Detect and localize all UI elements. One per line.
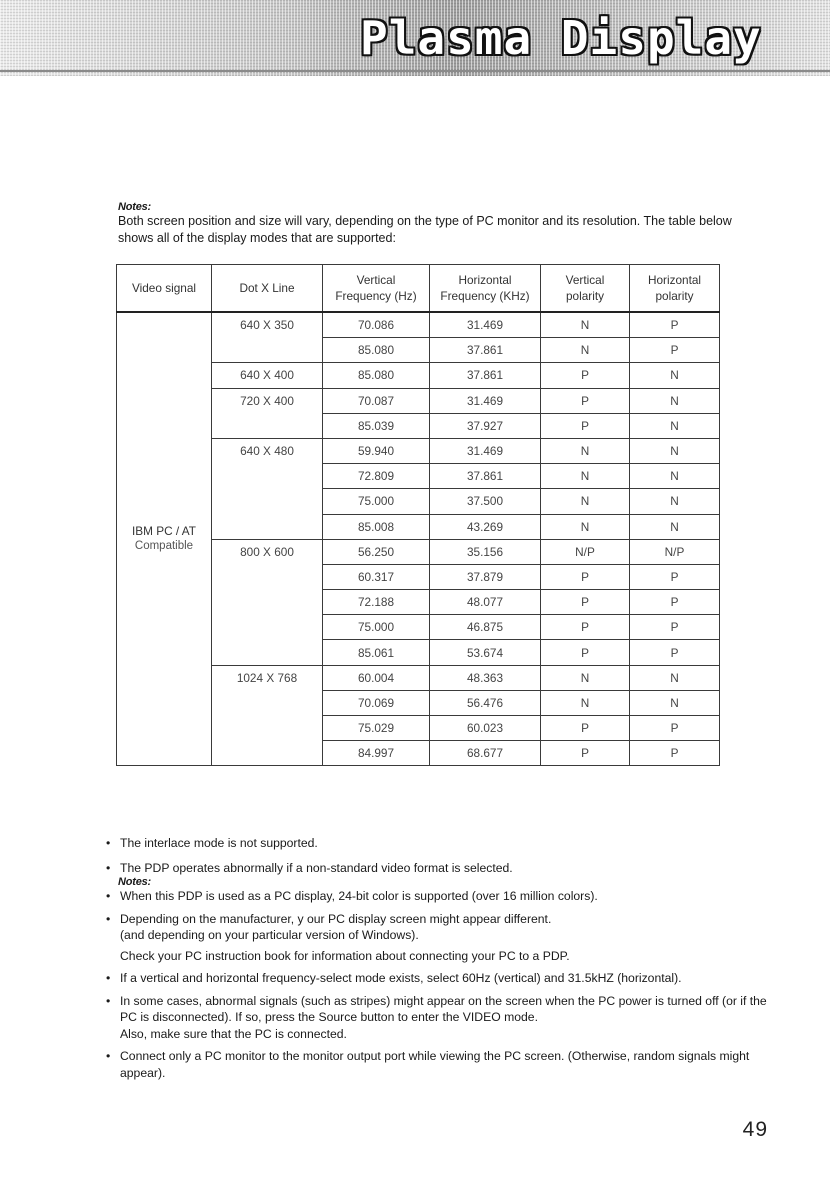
list-item-text: In some cases, abnormal signals (such as stripes) might appear on the screen when the PC power is turned off (or if the PC is disconnected). If so, press the Source button to enter the VIDEO mode. [120,993,767,1024]
list-item: • The interlace mode is not supported. [106,836,318,850]
support-notes-list [106,835,786,876]
list-item-text: When this PDP is used as a PC display, 24-bit color is supported (over 16 million colors). [120,889,598,903]
horizontal-polarity-cell: N [630,489,720,514]
vertical-frequency-cell: 85.008 [323,514,430,539]
vertical-polarity-cell: P [541,640,630,665]
vertical-frequency-cell: 59.940 [323,438,430,463]
horizontal-polarity-cell: N/P [630,539,720,564]
header-vertical-polarity [541,265,630,313]
vertical-polarity-cell: P [541,564,630,589]
list-item-text: Also, make sure that the PC is connected. [120,1026,347,1041]
horizontal-polarity-cell: N [630,665,720,690]
resolution-cell [212,464,323,489]
horizontal-polarity-cell: P [630,338,720,363]
vertical-polarity-cell: N [541,438,630,463]
resolution-cell [212,640,323,665]
video-signal-line1: IBM PC / AT [131,524,197,539]
horizontal-frequency-cell: 35.156 [430,539,541,564]
resolution-cell: 640 X 400 [212,363,323,388]
horizontal-polarity-cell: P [630,716,720,741]
horizontal-frequency-cell: 56.476 [430,690,541,715]
pc-notes-list [106,888,786,1081]
page-title: Plasma Display [360,11,762,65]
horizontal-polarity-cell: N [630,413,720,438]
horizontal-polarity-cell: P [630,590,720,615]
vertical-polarity-cell: P [541,590,630,615]
header-video-signal: Video signal [117,265,212,313]
vertical-frequency-cell: 75.000 [323,489,430,514]
header-text: Horizontal [458,273,512,287]
vertical-polarity-cell: N [541,489,630,514]
header-text: polarity [565,289,605,303]
horizontal-frequency-cell: 48.363 [430,665,541,690]
header-text: Vertical [565,273,605,287]
vertical-frequency-cell: 75.029 [323,716,430,741]
list-item: • In some cases, abnormal signals (such as stripes) might appear on the screen when the PC power is turned off (or if the PC is disconnected). If so, press the Source button to enter the VIDEO mode. Also, make sure that the PC is connected. [106,993,786,1043]
header-vertical-frequency [323,265,430,313]
vertical-polarity-cell: N [541,312,630,338]
resolution-cell [212,338,323,363]
resolution-cell [212,716,323,741]
list-item-text: Connect only a PC monitor to the monitor output port while viewing the PC screen. (Otherwise, random signals might appear). [120,1049,750,1080]
table-body [117,312,720,766]
vertical-frequency-cell: 72.809 [323,464,430,489]
horizontal-polarity-cell: N [630,514,720,539]
resolution-cell [212,564,323,589]
video-signal-line2: Compatible [134,540,194,553]
vertical-frequency-cell: 72.188 [323,590,430,615]
vertical-frequency-cell: 85.061 [323,640,430,665]
header-text: polarity [655,289,694,303]
vertical-frequency-cell: 84.997 [323,741,430,766]
resolution-cell [212,489,323,514]
horizontal-frequency-cell: 31.469 [430,388,541,413]
vertical-frequency-cell: 60.004 [323,665,430,690]
vertical-frequency-cell: 75.000 [323,615,430,640]
horizontal-polarity-cell: P [630,640,720,665]
video-signal-cell [117,312,212,766]
vertical-frequency-cell: 70.069 [323,690,430,715]
horizontal-frequency-cell: 37.879 [430,564,541,589]
vertical-polarity-cell: N [541,464,630,489]
header-text: Frequency (Hz) [335,289,417,303]
horizontal-frequency-cell: 68.677 [430,741,541,766]
vertical-polarity-cell: P [541,741,630,766]
header-horizontal-polarity [630,265,720,313]
list-item-text: If a vertical and horizontal frequency-select mode exists, select 60Hz (vertical) and 31.5kHZ (horizontal). [120,971,682,985]
horizontal-polarity-cell: N [630,438,720,463]
horizontal-polarity-cell: P [630,312,720,338]
horizontal-frequency-cell: 37.861 [430,464,541,489]
vertical-polarity-cell: P [541,413,630,438]
list-item-text: Depending on the manufacturer, y our PC display screen might appear different. [120,911,552,926]
vertical-polarity-cell: P [541,615,630,640]
resolution-cell [212,413,323,438]
list-item-text: (and depending on your particular version of Windows). [120,928,419,942]
horizontal-polarity-cell: N [630,690,720,715]
resolution-cell [212,615,323,640]
table-header-row [117,265,720,313]
horizontal-frequency-cell: 48.077 [430,590,541,615]
resolution-cell [212,590,323,615]
header-banner [0,0,830,76]
vertical-frequency-cell: 70.087 [323,388,430,413]
horizontal-polarity-cell: P [630,741,720,766]
list-item-text: The interlace mode is not supported. [120,836,318,850]
header-horizontal-frequency [430,265,541,313]
table-row [117,312,720,338]
resolution-cell: 640 X 350 [212,312,323,338]
list-item: • Depending on the manufacturer, y our PC display screen might appear different. (and depending on your particular version of Windows). Check your PC instruction book for information about connecting your PC to a PDP. [106,911,786,965]
notes-heading: Notes: [118,201,152,213]
display-modes-table [116,264,720,766]
horizontal-frequency-cell: 43.269 [430,514,541,539]
header-text: Horizontal [647,273,702,287]
vertical-polarity-cell: P [541,716,630,741]
vertical-frequency-cell: 85.080 [323,338,430,363]
vertical-frequency-cell: 70.086 [323,312,430,338]
list-item: • Connect only a PC monitor to the monitor output port while viewing the PC screen. (Otherwise, random signals might appear). [106,1049,750,1080]
list-item-text: The PDP operates abnormally if a non-standard video format is selected. [120,860,513,875]
horizontal-frequency-cell: 37.861 [430,338,541,363]
horizontal-frequency-cell: 37.927 [430,413,541,438]
horizontal-frequency-cell: 37.500 [430,489,541,514]
intro-paragraph: Both screen position and size will vary, depending on the type of PC monitor and its resolution. The table below shows all of the display modes that are supported: [118,214,732,245]
horizontal-frequency-cell: 60.023 [430,716,541,741]
header-text: Vertical [356,273,396,287]
horizontal-frequency-cell: 46.875 [430,615,541,640]
horizontal-polarity-cell: P [630,615,720,640]
list-item: • When this PDP is used as a PC display, 24-bit color is supported (over 16 million colors). [106,889,598,903]
header-dot-line: Dot X Line [212,265,323,313]
vertical-polarity-cell: N/P [541,539,630,564]
vertical-polarity-cell: P [541,388,630,413]
horizontal-frequency-cell: 31.469 [430,438,541,463]
resolution-cell [212,690,323,715]
vertical-polarity-cell: P [541,363,630,388]
list-item: • If a vertical and horizontal frequency-select mode exists, select 60Hz (vertical) and 31.5kHZ (horizontal). [106,971,682,985]
horizontal-frequency-cell: 53.674 [430,640,541,665]
vertical-frequency-cell: 85.039 [323,413,430,438]
vertical-frequency-cell: 60.317 [323,564,430,589]
vertical-frequency-cell: 85.080 [323,363,430,388]
vertical-polarity-cell: N [541,665,630,690]
list-item-text: Check your PC instruction book for information about connecting your PC to a PDP. [120,948,570,963]
list-item: • The PDP operates abnormally if a non-standard video format is selected. [106,860,513,875]
horizontal-frequency-cell: 31.469 [430,312,541,338]
vertical-frequency-cell: 56.250 [323,539,430,564]
resolution-cell: 1024 X 768 [212,665,323,690]
vertical-polarity-cell: N [541,514,630,539]
banner-rule [0,70,830,72]
horizontal-polarity-cell: N [630,388,720,413]
notes-heading-2: Notes: [118,876,152,888]
page-number: 49 [742,1118,768,1141]
horizontal-polarity-cell: N [630,464,720,489]
vertical-polarity-cell: N [541,690,630,715]
resolution-cell [212,514,323,539]
horizontal-frequency-cell: 37.861 [430,363,541,388]
vertical-polarity-cell: N [541,338,630,363]
resolution-cell: 800 X 600 [212,539,323,564]
horizontal-polarity-cell: N [630,363,720,388]
resolution-cell: 640 X 480 [212,438,323,463]
header-text: Frequency (KHz) [440,289,530,303]
resolution-cell: 720 X 400 [212,388,323,413]
resolution-cell [212,741,323,766]
horizontal-polarity-cell: P [630,564,720,589]
